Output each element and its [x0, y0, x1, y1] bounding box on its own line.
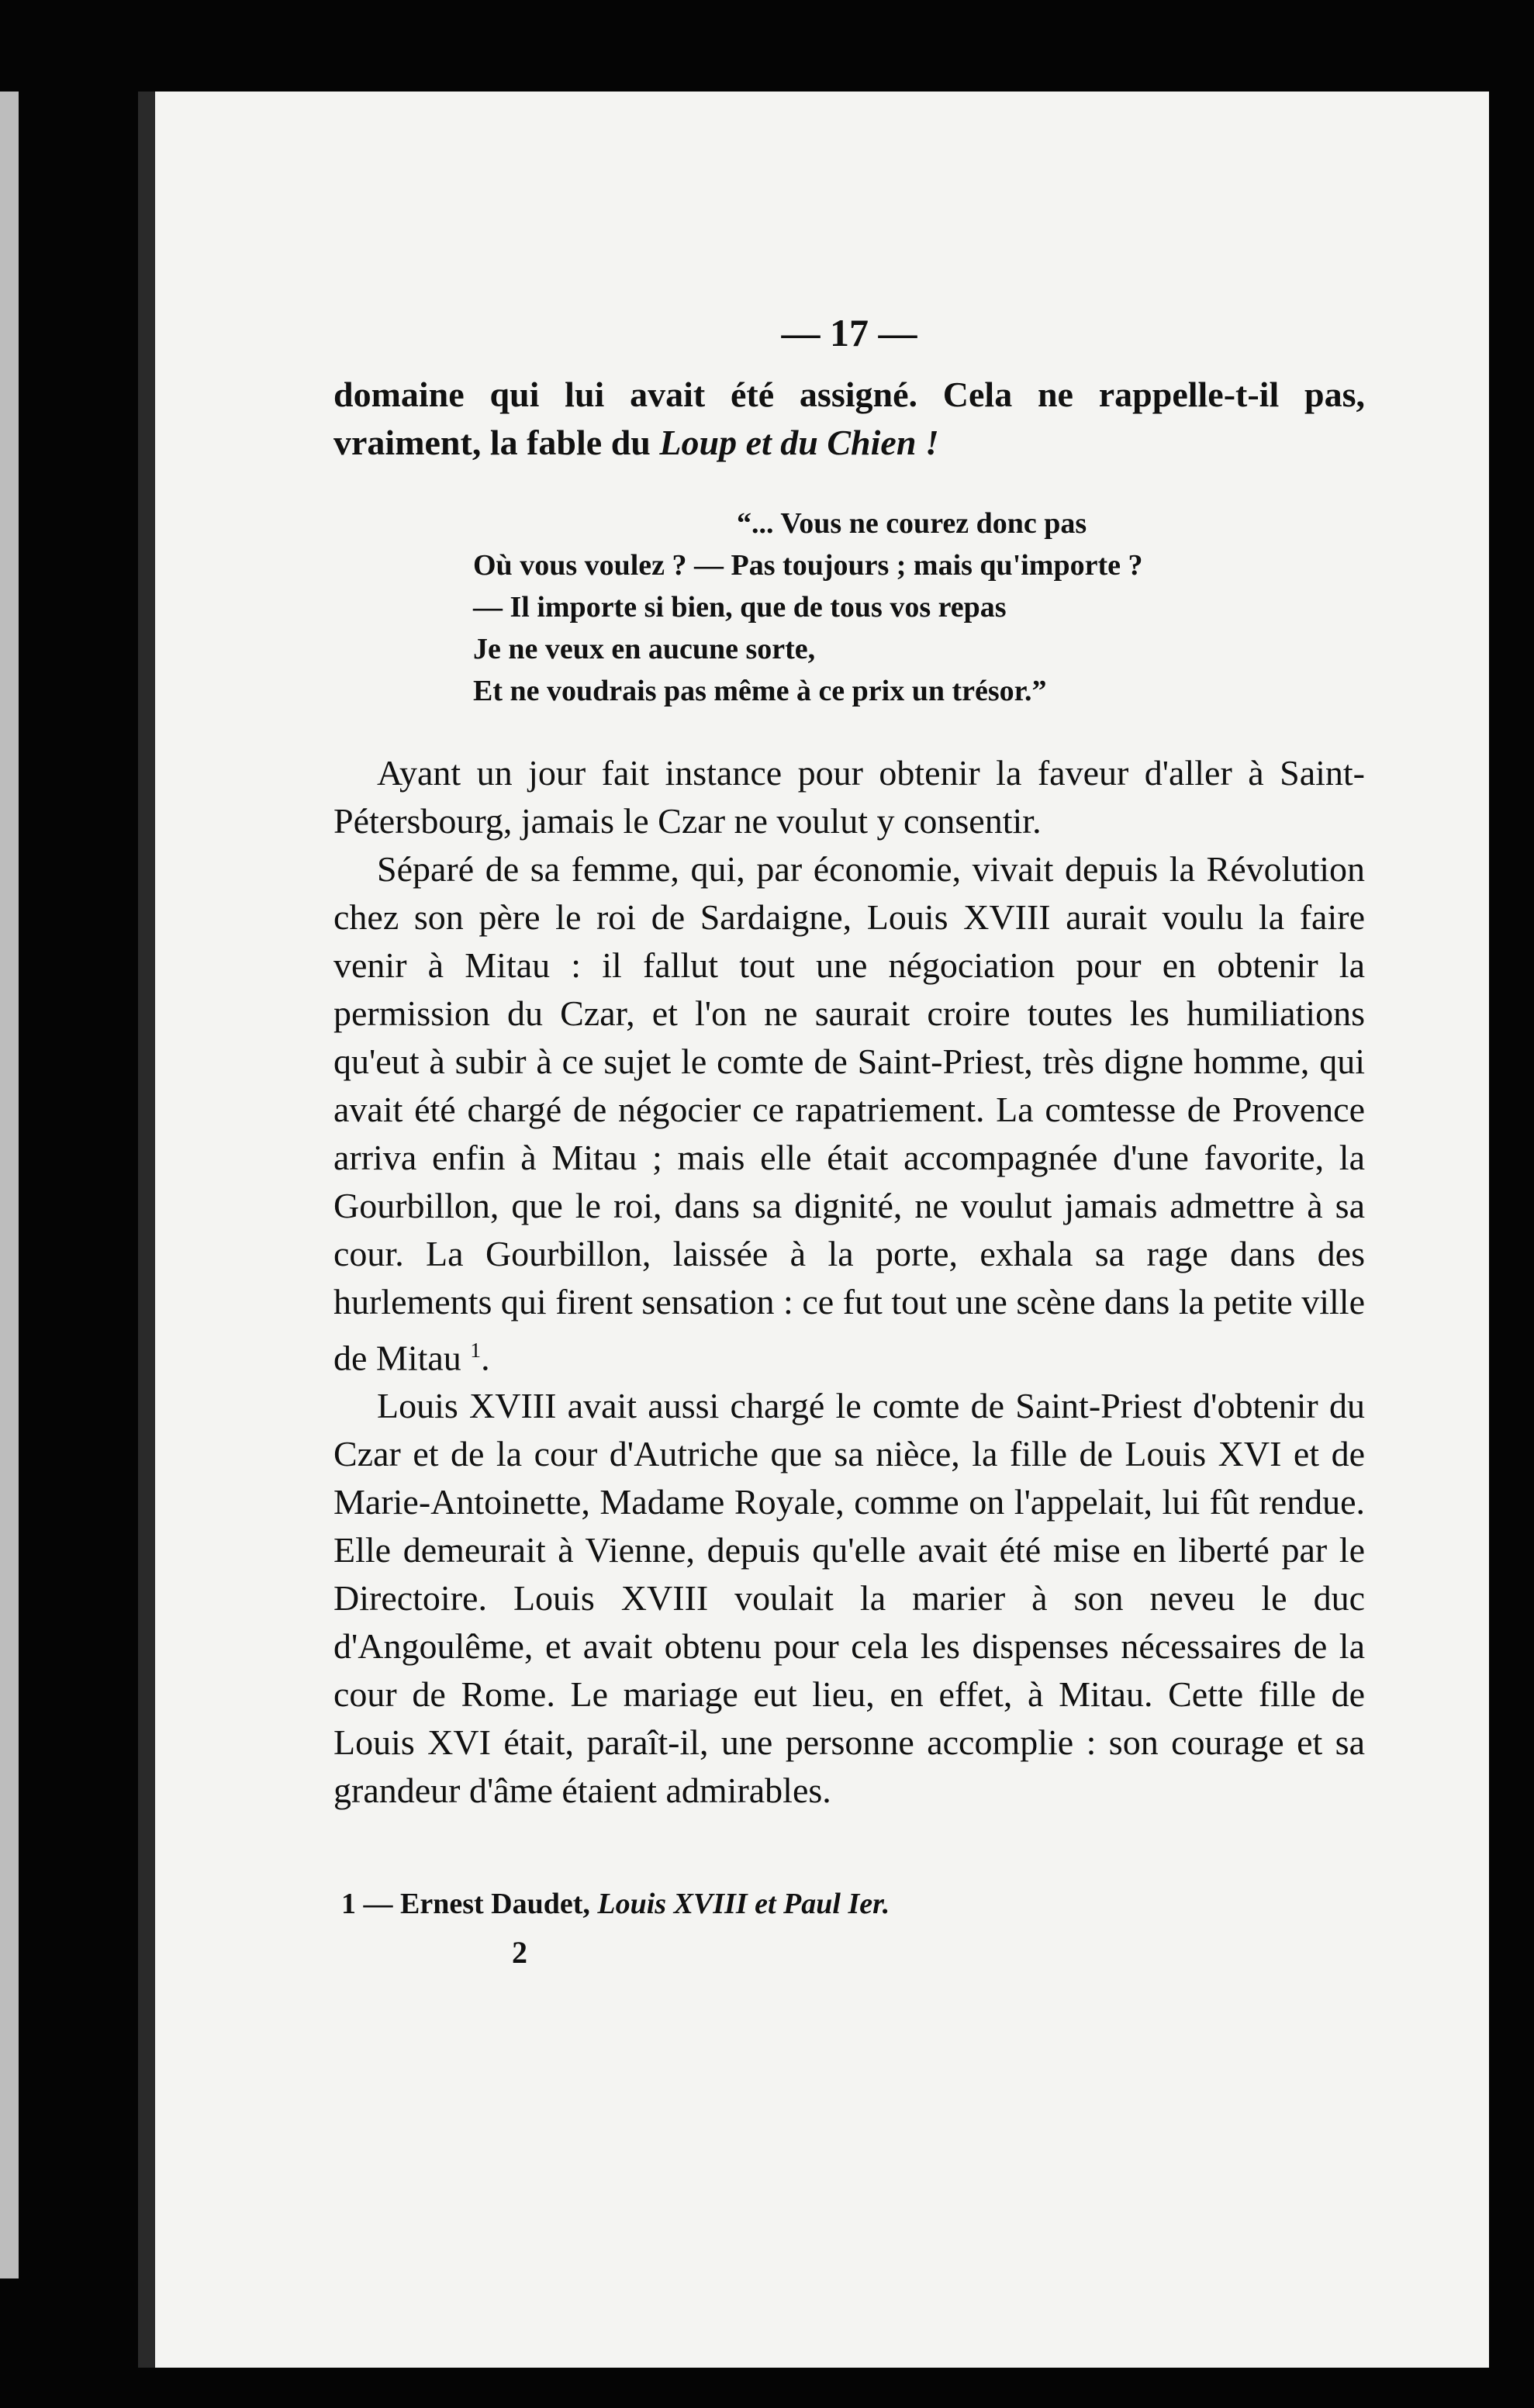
footnote-author: — Ernest Daudet, [363, 1888, 590, 1921]
opening-paragraph [333, 371, 1365, 467]
footnote-reference: 1 [470, 1338, 482, 1362]
footnote-title: Louis XVIII et Paul Ier. [597, 1888, 890, 1921]
page-binding-shadow [138, 92, 157, 2368]
page-content [333, 310, 1365, 1971]
verse-quote [473, 503, 1365, 712]
footnote-number: 1 [341, 1888, 356, 1921]
verse-line: Je ne veux en aucune sorte, [473, 633, 816, 665]
paragraph-separe: Séparé de sa femme, qui, par économie, vivait depuis la Révolution chez son père le roi de Sardaigne, Louis XVIII aurait voulu la faire venir à Mitau : il fallut tout une négociation pour en obtenir la permission du Czar, et l'on ne saurait croire toutes les humiliations qu'eut à subir à ce sujet le comte de Saint-Priest, très digne homme, qui avait été chargé de négocier ce rapatriement. La comtesse de Provence arriva enfin à Mitau ; mais elle était accompagnée d'une favorite, la Gourbillon, que le roi, dans sa dignité, ne voulut jamais admettre à sa cour. La Gourbillon, laissée à la porte, exhala sa rage dans des hurlements qui firent sensation : ce fut tout une scène dans la petite ville de Mitau $^1$. [333, 849, 1365, 1378]
footnote [341, 1885, 1365, 1923]
page-number: — 17 — [781, 311, 917, 354]
verse-line: Et ne voudrais pas même à ce prix un trésor.” [473, 675, 1047, 707]
fable-title: Loup et du Chien ! [659, 423, 939, 462]
verse-line: — Il importe si bien, que de tous vos repas [473, 591, 1007, 624]
paragraph-saint-petersbourg: Ayant un jour fait instance pour obtenir la faveur d'aller à Saint-Pétersbourg, jamais le Czar ne voulut y consentir. [333, 753, 1365, 841]
verse-line: Où vous voulez ? — Pas toujours ; mais qu'importe ? [473, 549, 1143, 582]
facing-page-edge [0, 92, 19, 2278]
paragraph-louis-xviii: Louis XVIII avait aussi chargé le comte de Saint-Priest d'obtenir du Czar et de la cour d'Autriche que sa nièce, la fille de Louis XVI et de Marie-Antoinette, Madame Royale, comme on l'appelait, lui fût rendue. Elle demeurait à Vienne, depuis qu'elle avait été mise en liberté par le Directoire. Louis XVIII voulait la marier à son neveu le duc d'Angoulême, et avait obtenu pour cela les dispenses nécessaires de la cour de Rome. Le mariage eut lieu, en effet, à Mitau. Cette fille de Louis XVI était, paraît-il, une personne accomplie : son courage et sa grandeur d'âme étaient admirables. [333, 1386, 1365, 1811]
paragraph-separe-text: Séparé de sa femme, qui, par économie, vivait depuis la Révolution chez son père le roi de Sardaigne, Louis XVIII aurait voulu la faire venir à Mitau : il fallut tout une négociation pour en obtenir la permission du Czar, et l'on ne saurait croire toutes les humiliations qu'eut à subir à ce sujet le comte de Saint-Priest, très digne homme, qui avait été chargé de négocier ce rapatriement. La comtesse de Provence arriva enfin à Mitau ; mais elle était accompagnée d'une favorite, la Gourbillon, que le roi, dans sa dignité, ne voulut jamais admettre à sa cour. La Gourbillon, laissée à la porte, exhala sa rage dans des hurlements qui firent sensation : ce fut tout une scène dans la petite ville de Mitau [333, 849, 1365, 1378]
verse-line: “... Vous ne courez donc pas [737, 507, 1087, 540]
opening-text: domaine qui lui avait été assigné. Cela ne rappelle-t-il pas, vraiment, la fable du [333, 375, 1365, 462]
signature-mark: 2 [512, 1935, 527, 1971]
